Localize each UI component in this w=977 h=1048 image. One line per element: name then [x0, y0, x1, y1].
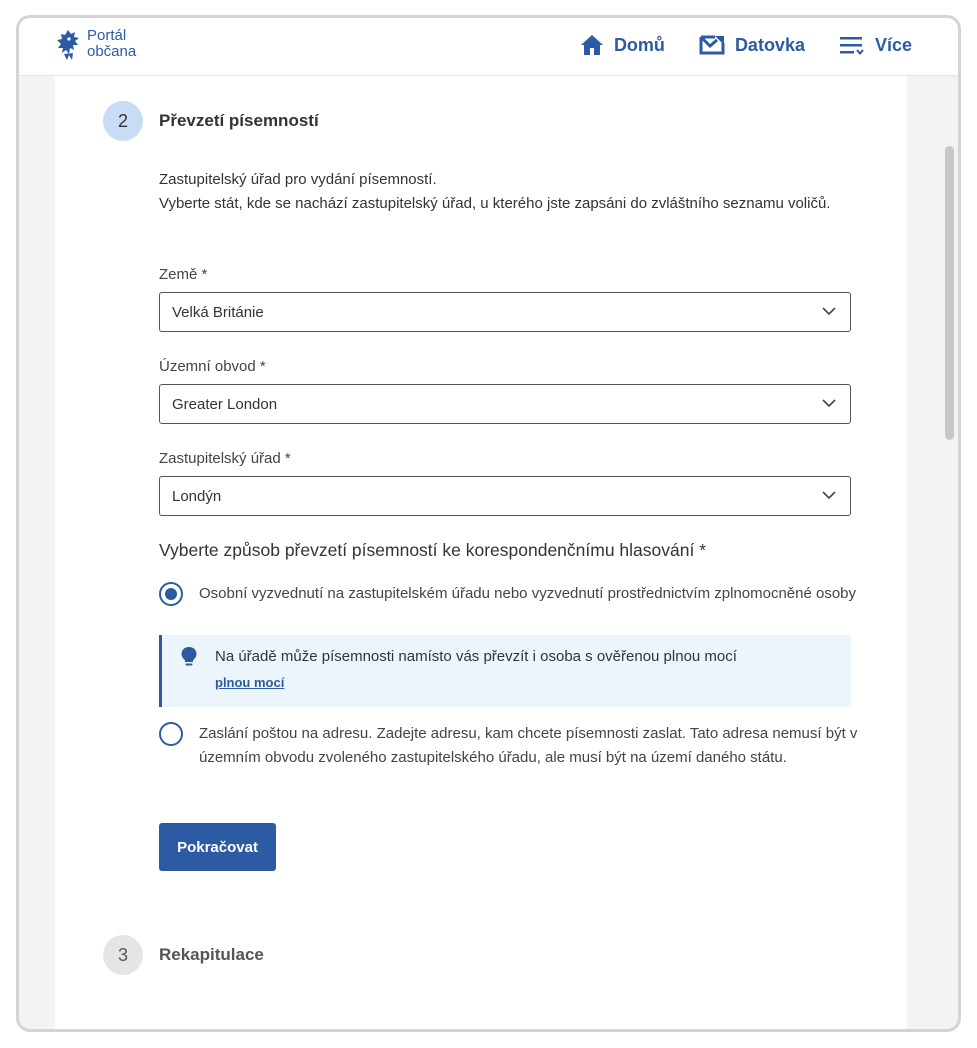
country-label: Země * [159, 266, 208, 283]
district-value: Greater London [172, 395, 278, 413]
nav-home[interactable] [580, 34, 665, 56]
country-value: Velká Británie [172, 303, 264, 321]
nav-datovka[interactable] [699, 34, 805, 56]
nav-datovka-label: Datovka [734, 34, 805, 55]
datovka-icon [699, 35, 725, 55]
browser-frame [16, 15, 961, 1032]
continue-button[interactable]: Pokračovat [159, 823, 276, 871]
step-3-number: 3 [103, 935, 143, 975]
lion-emblem-icon [55, 28, 81, 62]
pickup-option-personal[interactable] [159, 582, 859, 606]
nav-more[interactable] [839, 34, 912, 56]
form-card [55, 76, 907, 1032]
menu-icon [839, 35, 865, 55]
country-select[interactable] [159, 292, 851, 332]
chevron-down-icon [822, 398, 836, 408]
nav-more-label: Více [874, 34, 912, 55]
home-icon [580, 34, 604, 56]
top-header [19, 18, 958, 76]
nav-home-label: Domů [613, 34, 665, 55]
info-box [159, 635, 851, 707]
district-label: Územní obvod * [159, 358, 266, 375]
step-2-title: Převzetí písemností [159, 111, 319, 130]
step-2-number: 2 [103, 101, 143, 141]
power-of-attorney-link[interactable]: plnou mocí [215, 675, 285, 690]
pickup-question: Vyberte způsob převzetí písemností ke korespondenčnímu hlasování * [159, 540, 707, 560]
radio-post[interactable] [159, 722, 183, 746]
district-select[interactable] [159, 384, 851, 424]
radio-selected-dot [165, 588, 177, 600]
radio-personal-label: Osobní vyzvednutí na zastupitelském úřadu nebo vyzvednutí prostřednictvím zplnomocněné osoby [199, 585, 857, 602]
office-select[interactable] [159, 476, 851, 516]
radio-personal[interactable] [159, 582, 183, 606]
step-2-intro [159, 168, 859, 216]
office-value: Londýn [172, 487, 222, 505]
main-nav [580, 34, 912, 56]
page-scrollbar[interactable] [945, 146, 954, 440]
radio-post-label: Zaslání poštou na adresu. Zadejte adresu, kam chcete písemnosti zaslat. Tato adresa nemusí být v územním obvodu zvoleného zastupitelského úřadu, ale musí být na území daného státu. [199, 725, 858, 766]
step-3-title: Rekapitulace [159, 945, 264, 964]
chevron-down-icon [822, 306, 836, 316]
logo-text-line1: Portál [87, 27, 127, 44]
logo-text-line2: občana [87, 43, 137, 60]
info-text: Na úřadě může písemnosti namísto vás převzít i osoba s ověřenou plnou mocí [215, 648, 737, 665]
chevron-down-icon [822, 490, 836, 500]
lightbulb-icon [180, 646, 198, 668]
intro-line-2: Vyberte stát, kde se nachází zastupitelský úřad, u kterého jste zapsáni do zvláštního seznamu voličů. [159, 195, 831, 212]
office-label: Zastupitelský úřad * [159, 450, 291, 467]
portal-logo[interactable] [55, 28, 136, 62]
pickup-option-post[interactable] [159, 722, 859, 770]
intro-line-1: Zastupitelský úřad pro vydání písemností. [159, 171, 437, 188]
